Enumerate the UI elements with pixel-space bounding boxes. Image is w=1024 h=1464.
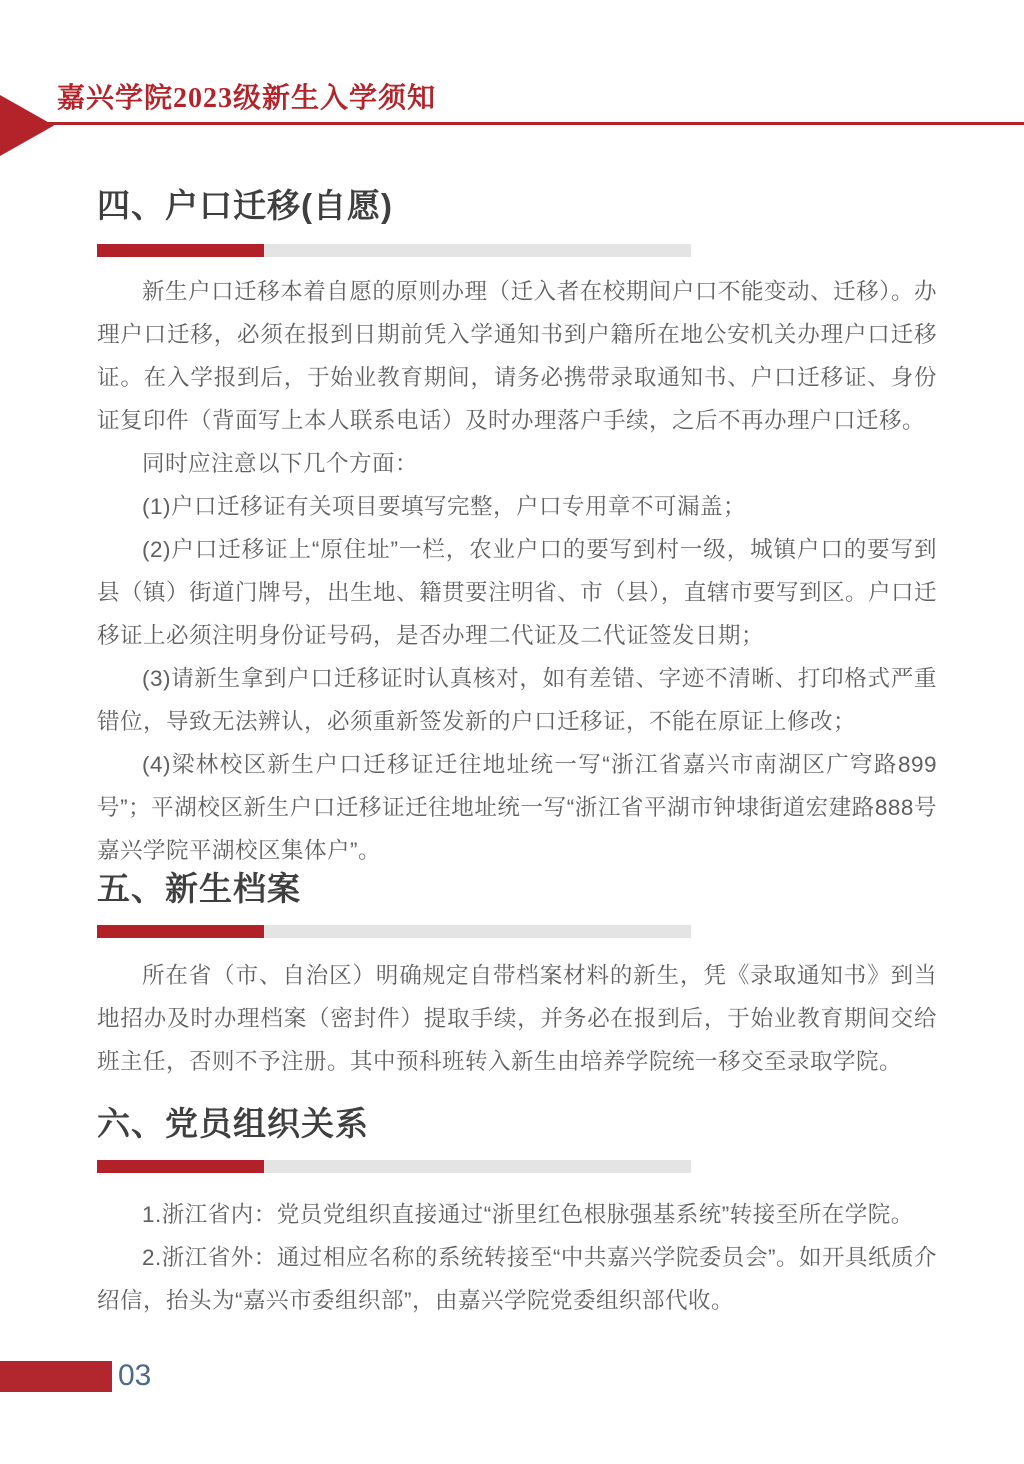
divider-bar-accent [97,925,264,938]
paragraph: (1)户口迁移证有关项目要填写完整，户口专用章不可漏盖； [142,494,746,519]
footer-red-block [0,1361,112,1392]
divider-bar-accent [97,1160,264,1173]
section-divider-bar [97,244,691,257]
header-rule [48,122,1024,125]
section-heading: 五、新生档案 [97,870,301,907]
paragraph: 1.浙江省内：党员党组织直接通过“浙里红色根脉强基系统”转接至所在学院。 [142,1202,914,1227]
section-divider-bar [97,925,691,938]
section-body [97,954,937,1083]
section-heading: 六、党员组织关系 [97,1105,369,1142]
paragraph: (2)户口迁移证上“原住址”一栏，农业户口的要写到村一级，城镇户口的要写到县（镇）街道门牌号，出生地、籍贯要注明省、市（县），直辖市要写到区。户口迁移证上必须注明身份证号码，是否办理二代证及二代证签发日期； [97,537,937,648]
page-number: 03 [118,1359,152,1392]
paragraph: 新生户口迁移本着自愿的原则办理（迁入者在校期间户口不能变动、迁移）。办理户口迁移，必须在报到日期前凭入学通知书到户籍所在地公安机关办理户口迁移证。在入学报到后，于始业教育期间，请务必携带录取通知书、户口迁移证、身份证复印件（背面写上本人联系电话）及时办理落户手续，之后不再办理户口迁移。 [97,279,937,433]
paragraph: (4)梁林校区新生户口迁移证迁往地址统一写“浙江省嘉兴市南湖区广穹路899号”；平湖校区新生户口迁移证迁往地址统一写“浙江省平湖市钟埭街道宏建路888号嘉兴学院平湖校区集体户”。 [97,752,937,863]
section-party-membership [97,1106,937,1322]
section-heading: 四、户口迁移(自愿) [97,187,393,224]
paragraph: 所在省（市、自治区）明确规定自带档案材料的新生，凭《录取通知书》到当地招办及时办理档案（密封件）提取手续，并务必在报到后，于始业教育期间交给班主任，否则不予注册。其中预科班转入新生由培养学院统一移交至录取学院。 [97,963,937,1074]
section-body [97,270,937,872]
arrow-right-icon [0,95,54,156]
paragraph: 2.浙江省外：通过相应名称的系统转接至“中共嘉兴学院委员会”。如开具纸质介绍信，抬头为“嘉兴市委组织部”，由嘉兴学院党委组织部代收。 [97,1245,937,1313]
divider-bar-accent [97,244,264,257]
paragraph: (3)请新生拿到户口迁移证时认真核对，如有差错、字迹不清晰、打印格式严重错位，导致无法辨认，必须重新签发新的户口迁移证，不能在原证上修改； [97,666,937,734]
section-household-registration [97,188,937,872]
section-divider-bar [97,1160,691,1173]
document-title: 嘉兴学院2023级新生入学须知 [57,83,437,114]
section-freshman-archives [97,871,937,1083]
section-body [97,1193,937,1322]
paragraph: 同时应注意以下几个方面： [142,451,419,476]
